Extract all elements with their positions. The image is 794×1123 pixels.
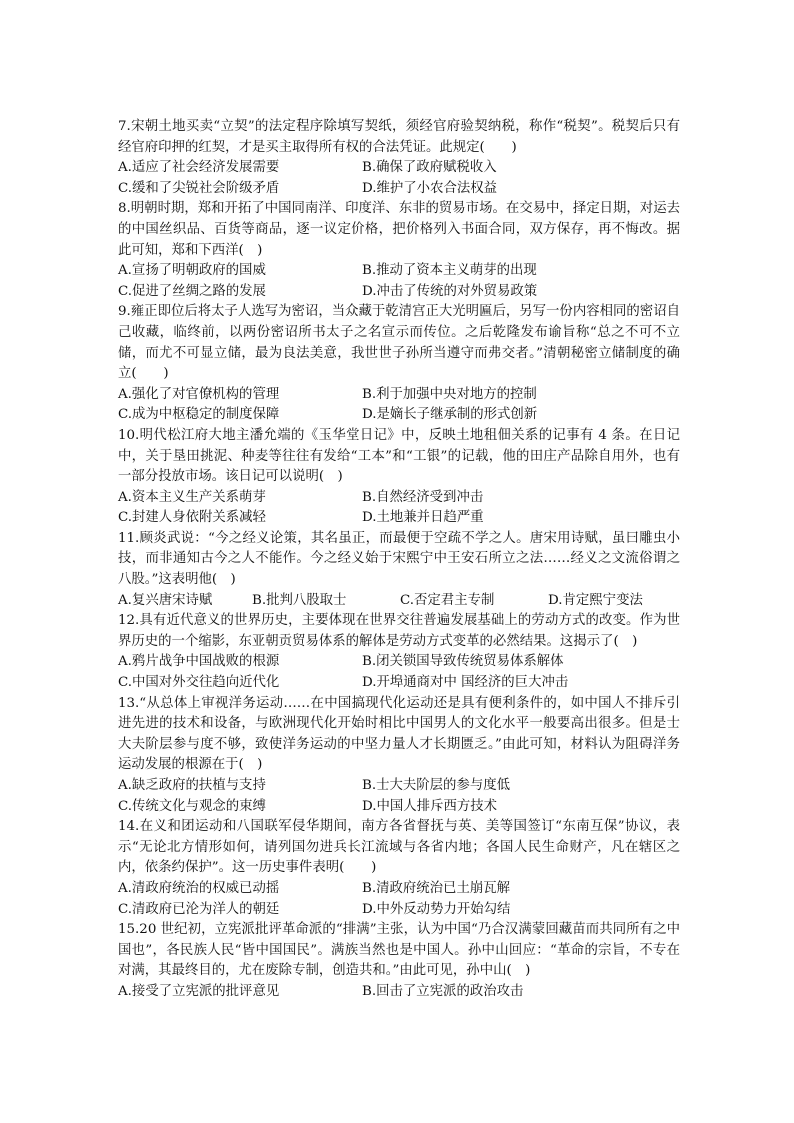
question-stem: 8.明朝时期，郑和开拓了中国同南洋、印度洋、东非的贸易市场。在交易中，择定日期，对运去的中国丝织品、百货等商品，逐一议定价格，把价格列入书面合同，双方保存，再不悔改。据此可知，郑和下西洋( ) [118,201,680,258]
option-a[interactable]: A.复兴唐宋诗赋 [118,592,213,608]
option-list [118,879,680,920]
option-b[interactable]: B.批判八股取士 [252,592,347,608]
option-a[interactable]: A.缺乏政府的扶植与支持 [118,778,266,793]
option-a[interactable]: A.适应了社会经济发展需要 [118,160,280,176]
option-b[interactable]: B.回击了立宪派的政治攻击 [362,983,524,999]
question-stem: 11.顾炎武说：“今之经义论策，其名虽正，而最便于空疏不学之人。唐宋用诗赋，虽曰雕虫小技，而非通知古今之人不能作。今之经义始于宋熙宁中王安石所立之法……经义之文流俗谓之八股。”这表明他( ) [118,530,680,588]
option-d[interactable]: D.维护了小农合法权益 [362,180,498,196]
option-c[interactable]: C.中国对外交往趋向近代化 [118,675,280,691]
option-c[interactable]: C.缓和了尖锐社会阶级矛盾 [118,180,280,196]
option-a[interactable]: A.接受了立宪派的批评意见 [118,983,280,999]
option-b[interactable]: B.士大夫阶层的参与度低 [362,778,511,793]
question-stem: 13.“从总体上审视洋务运动……在中国搞现代化运动还是具有便利条件的，如中国人不排斥引进先进的技术和设备，与欧洲现代化开始时相比中国男人的文化水平一般要高出很多。但是士大夫阶层参与度不够，致使洋务运动的中坚力量人才长期匮乏。”由此可知，材料认为阻碍洋务运动发展的根源在于( ) [118,695,680,773]
option-b[interactable]: B.闭关锁国导致传统贸易体系解体 [362,654,564,670]
option-c[interactable]: C.封建人身依附关系减轻 [118,510,266,526]
question-stem: 12.具有近代意义的世界历史，主要体现在世界交往普遍发展基础上的劳动方式的改变。作为世界历史的一个缩影，东亚朝贡贸易体系的解体是劳动方式变革的必然结果。这揭示了( ) [118,613,680,649]
option-b[interactable]: B.推动了资本主义萌芽的出现 [362,263,537,279]
option-list [118,776,680,817]
option-d[interactable]: D.开埠通商对中 国经济的巨大冲击 [362,675,569,691]
option-c[interactable]: C.促进了丝绸之路的发展 [118,283,266,299]
option-d[interactable]: D.肯定熙宁变法 [548,592,643,608]
question-stem: 15.20 世纪初，立宪派批评革命派的“排满”主张，认为中国“乃合汉满蒙回藏苗而共同所有之中国也”，各民族人民“皆中国国民”。满族当然也是中国人。孙中山回应：“革命的宗旨，不专在对满，其最终目的，尤在废除专制，创造共和。”由此可见，孙中山( ) [118,922,680,979]
question-7 [118,117,680,199]
question-14 [118,817,680,920]
question-11 [118,529,680,611]
question-stem: 9.雍正即位后将太子人选写为密诏，当众藏于乾清宫正大光明匾后，另写一份内容相同的密诏自己收藏，临终前，以两份密诏所书太子之名宣示而传位。之后乾隆发布谕旨称“总之不可不立储，而尤不可显立储，最为良法美意，我世世子孙所当遵守而弗交者。”清朝秘密立储制度的确立( ) [118,304,680,382]
option-list [118,982,680,1003]
option-a[interactable]: A.鸦片战争中国战败的根源 [118,654,280,670]
option-list [118,652,680,693]
question-8 [118,199,680,302]
option-list [118,488,680,529]
option-b[interactable]: B.确保了政府赋税收入 [362,160,497,176]
question-13 [118,694,680,818]
option-d[interactable]: D.冲击了传统的对外贸易政策 [362,283,538,299]
option-d[interactable]: D.土地兼并日趋严重 [362,510,484,526]
option-d[interactable]: D.中外反动势力开始勾结 [362,901,511,917]
question-10 [118,426,680,529]
option-list [118,385,680,426]
option-d[interactable]: D.中国人排斥西方技术 [362,798,498,814]
question-9 [118,302,680,426]
option-a[interactable]: A.强化了对官僚机构的管理 [118,386,280,402]
question-stem: 10.明代松江府大地主潘允端的《玉华堂日记》中，反映土地租佃关系的记事有 4 条。在日记中，关于垦田挑泥、种麦等往往有发给“工本”和“工银”的记载，他的田庄产品除自用外，也有一部分投放市场。该日记可以说明( ) [118,427,680,485]
question-stem: 7.宋朝土地买卖“立契”的法定程序除填写契纸，须经官府验契纳税，称作“税契”。税契后只有经官府印押的红契，才是买主取得所有权的合法凭证。此规定( ) [118,119,680,155]
option-b[interactable]: B.自然经济受到冲击 [362,489,484,505]
exam-page [118,117,680,1003]
option-a[interactable]: A.清政府统治的权威已动摇 [118,880,280,896]
option-d[interactable]: D.是嫡长子继承制的形式创新 [362,407,538,423]
option-a[interactable]: A.宣扬了明朝政府的国威 [118,263,266,279]
option-list [118,158,680,199]
question-15 [118,920,680,1002]
option-b[interactable]: B.清政府统治已土崩瓦解 [362,880,511,896]
option-c[interactable]: C.清政府已沦为洋人的朝廷 [118,901,280,917]
question-12 [118,611,680,693]
option-c[interactable]: C.否定君主专制 [400,592,495,608]
option-c[interactable]: C.传统文化与观念的束缚 [118,798,266,814]
option-a[interactable]: A.资本主义生产关系萌芽 [118,489,266,505]
option-c[interactable]: C.成为中枢稳定的制度保障 [118,407,280,423]
question-stem: 14.在义和团运动和八国联军侵华期间，南方各省督抚与英、美等国签订“东南互保”协议，表示“无论北方情形如何，请列国勿进兵长江流域与各省内地；各国人民生命财产，凡在辖区之内，依条约保护”。这一历史事件表明( ) [118,819,680,876]
option-b[interactable]: B.利于加强中央对地方的控制 [362,386,537,402]
option-list [118,591,680,612]
option-list [118,261,680,302]
